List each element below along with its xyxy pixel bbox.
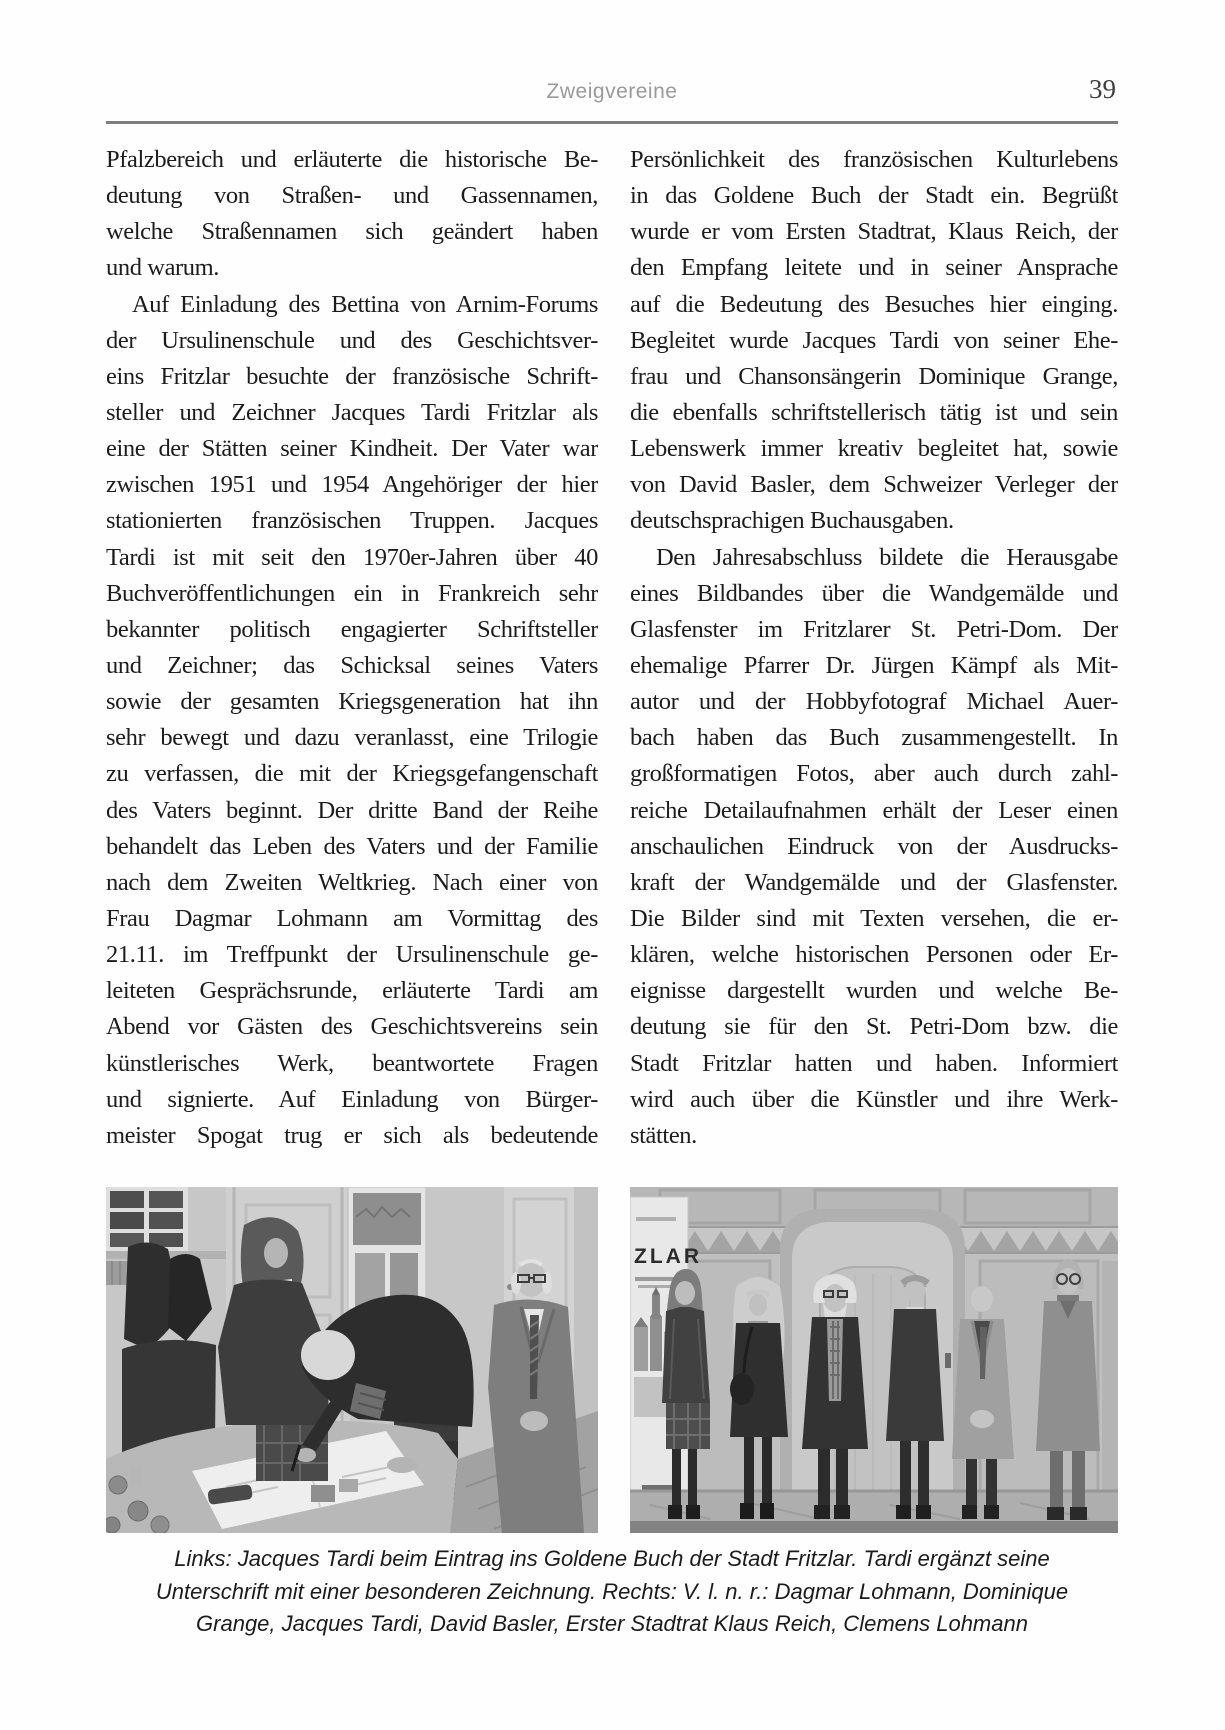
- text-line: kraft der Wandgemälde und der Glasfenster.: [630, 868, 1118, 896]
- text-line: wurde er vom Ersten Stadtrat, Klaus Reich, der: [630, 218, 1118, 246]
- text-line: Unterschrift mit einer besonderen Zeichnung. Rechts: V. l. n. r.: Dagmar Lohmann, Dominique: [155, 1578, 1069, 1604]
- text-column-right: [630, 142, 1118, 1154]
- text-line: Abend vor Gästen des Geschichtsvereins sein: [106, 1013, 598, 1041]
- text-line: Lebenswerk immer kreativ begleitet hat, sowie: [630, 435, 1118, 463]
- text-line: steller und Zeichner Jacques Tardi Fritzlar als: [106, 398, 598, 426]
- floor: [630, 1491, 1118, 1533]
- text-line: zwischen 1951 und 1954 Angehöriger der hier: [106, 471, 598, 499]
- text-line: eines Bildbandes über die Wandgemälde und: [630, 579, 1118, 607]
- text-line: Buchveröffentlichungen ein in Frankreich sehr: [106, 579, 598, 607]
- text-line: anschaulichen Eindruck von der Ausdrucks-: [630, 832, 1118, 860]
- text-line: welche Straßennamen sich geändert haben: [106, 218, 598, 246]
- text-line: und warum.: [106, 254, 220, 282]
- text-line: deutschsprachigen Buchausgaben.: [630, 507, 954, 535]
- text-line: nach dem Zweiten Weltkrieg. Nach einer von: [106, 868, 598, 896]
- text-line: meister Spogat trug er sich als bedeutende: [106, 1121, 598, 1149]
- left-photo: [106, 1187, 598, 1533]
- text-line: Stadt Fritzlar hatten und haben. Informiert: [630, 1049, 1118, 1077]
- text-line: Den Jahresabschluss bildete die Herausgabe: [656, 543, 1118, 571]
- text-line: Persönlichkeit des französischen Kulturlebens: [630, 146, 1118, 173]
- text-line: und signierte. Auf Einladung von Bürger-: [106, 1085, 598, 1113]
- text-line: künstlerisches Werk, beantwortete Fragen: [106, 1049, 598, 1077]
- text-line: großformatigen Fotos, aber auch durch zahl-: [630, 760, 1118, 788]
- text-line: Tardi ist mit seit den 1970er-Jahren über 40: [106, 543, 598, 571]
- right-photo: [630, 1187, 1118, 1533]
- text-line: auf die Bedeutung des Besuches hier einging.: [630, 290, 1118, 318]
- text-line: Grange, Jacques Tardi, David Basler, Erster Stadtrat Klaus Reich, Clemens Lohmann: [196, 1611, 1028, 1636]
- page-number: 39: [1089, 74, 1116, 104]
- text-line: deutung von Straßen- und Gassennamen,: [106, 182, 598, 210]
- text-line: leiteten Gesprächsrunde, erläuterte Tardi am: [106, 977, 598, 1005]
- text-line: klären, welche historischen Personen oder Er-: [630, 941, 1118, 969]
- text-line: den Empfang leitete und in seiner Ansprache: [630, 254, 1118, 282]
- text-line: in das Goldene Buch der Stadt ein. Begrüßt: [630, 182, 1118, 210]
- text-column-left: [106, 142, 598, 1154]
- text-line: sowie der gesamten Kriegsgeneration hat ihn: [106, 688, 598, 716]
- text-line: Die Bilder sind mit Texten versehen, die er-: [630, 904, 1118, 932]
- text-line: eignisse dargestellt wurden und welche Be-: [630, 977, 1118, 1005]
- text-line: sehr bewegt und dazu veranlasst, eine Trilogie: [106, 724, 598, 752]
- text-line: eine der Stätten seiner Kindheit. Der Vater war: [106, 435, 598, 463]
- text-line: Frau Dagmar Lohmann am Vormittag des: [106, 904, 598, 932]
- text-line: Glasfenster im Fritzlarer St. Petri-Dom. Der: [630, 615, 1118, 643]
- header-rule: [106, 121, 1118, 124]
- text-line: behandelt das Leben des Vaters und der Familie: [106, 832, 598, 860]
- text-line: autor und der Hobbyfotograf Michael Auer-: [630, 688, 1118, 716]
- text-line: von David Basler, dem Schweizer Verleger der: [630, 471, 1118, 499]
- banner-text: ZLAR: [634, 1245, 702, 1268]
- photo-caption: [106, 1543, 1118, 1641]
- text-line: 21.11. im Treffpunkt der Ursulinenschule ge-: [106, 941, 598, 969]
- text-line: Begleitet wurde Jacques Tardi von seiner Ehe-: [630, 326, 1118, 354]
- text-line: zu verfassen, die mit der Kriegsgefangenschaft: [106, 760, 598, 788]
- text-line: deutung sie für den St. Petri-Dom bzw. die: [630, 1013, 1118, 1041]
- text-line: Auf Einladung des Bettina von Arnim-Forums: [132, 290, 598, 318]
- text-line: wird auch über die Künstler und ihre Werk-: [630, 1085, 1118, 1113]
- text-line: ehemalige Pfarrer Dr. Jürgen Kämpf als Mit-: [630, 651, 1118, 679]
- text-line: stationierten französischen Truppen. Jacques: [106, 507, 598, 535]
- text-line: Pfalzbereich und erläuterte die historische Be-: [106, 146, 598, 173]
- text-line: reiche Detailaufnahmen erhält der Leser einen: [630, 796, 1118, 824]
- text-line: Links: Jacques Tardi beim Eintrag ins Goldene Buch der Stadt Fritzlar. Tardi ergänzt seine: [174, 1546, 1050, 1571]
- text-line: und Zeichner; das Schicksal seines Vaters: [106, 651, 598, 679]
- text-line: stätten.: [630, 1121, 697, 1149]
- text-line: die ebenfalls schriftstellerisch tätig ist und sein: [630, 398, 1118, 426]
- running-header: [106, 74, 1118, 108]
- text-line: bekannter politisch engagierter Schriftsteller: [106, 615, 598, 643]
- text-line: eins Fritzlar besuchte der französische Schrift-: [106, 362, 598, 390]
- text-line: des Vaters beginnt. Der dritte Band der Reihe: [106, 796, 598, 824]
- article-body: [106, 142, 1118, 1154]
- text-line: der Ursulinenschule und des Geschichtsver-: [106, 326, 598, 354]
- section-title: Zweigvereine: [546, 80, 678, 103]
- text-line: bach haben das Buch zusammengestellt. In: [630, 724, 1118, 752]
- text-line: frau und Chansonsängerin Dominique Grange,: [630, 362, 1118, 390]
